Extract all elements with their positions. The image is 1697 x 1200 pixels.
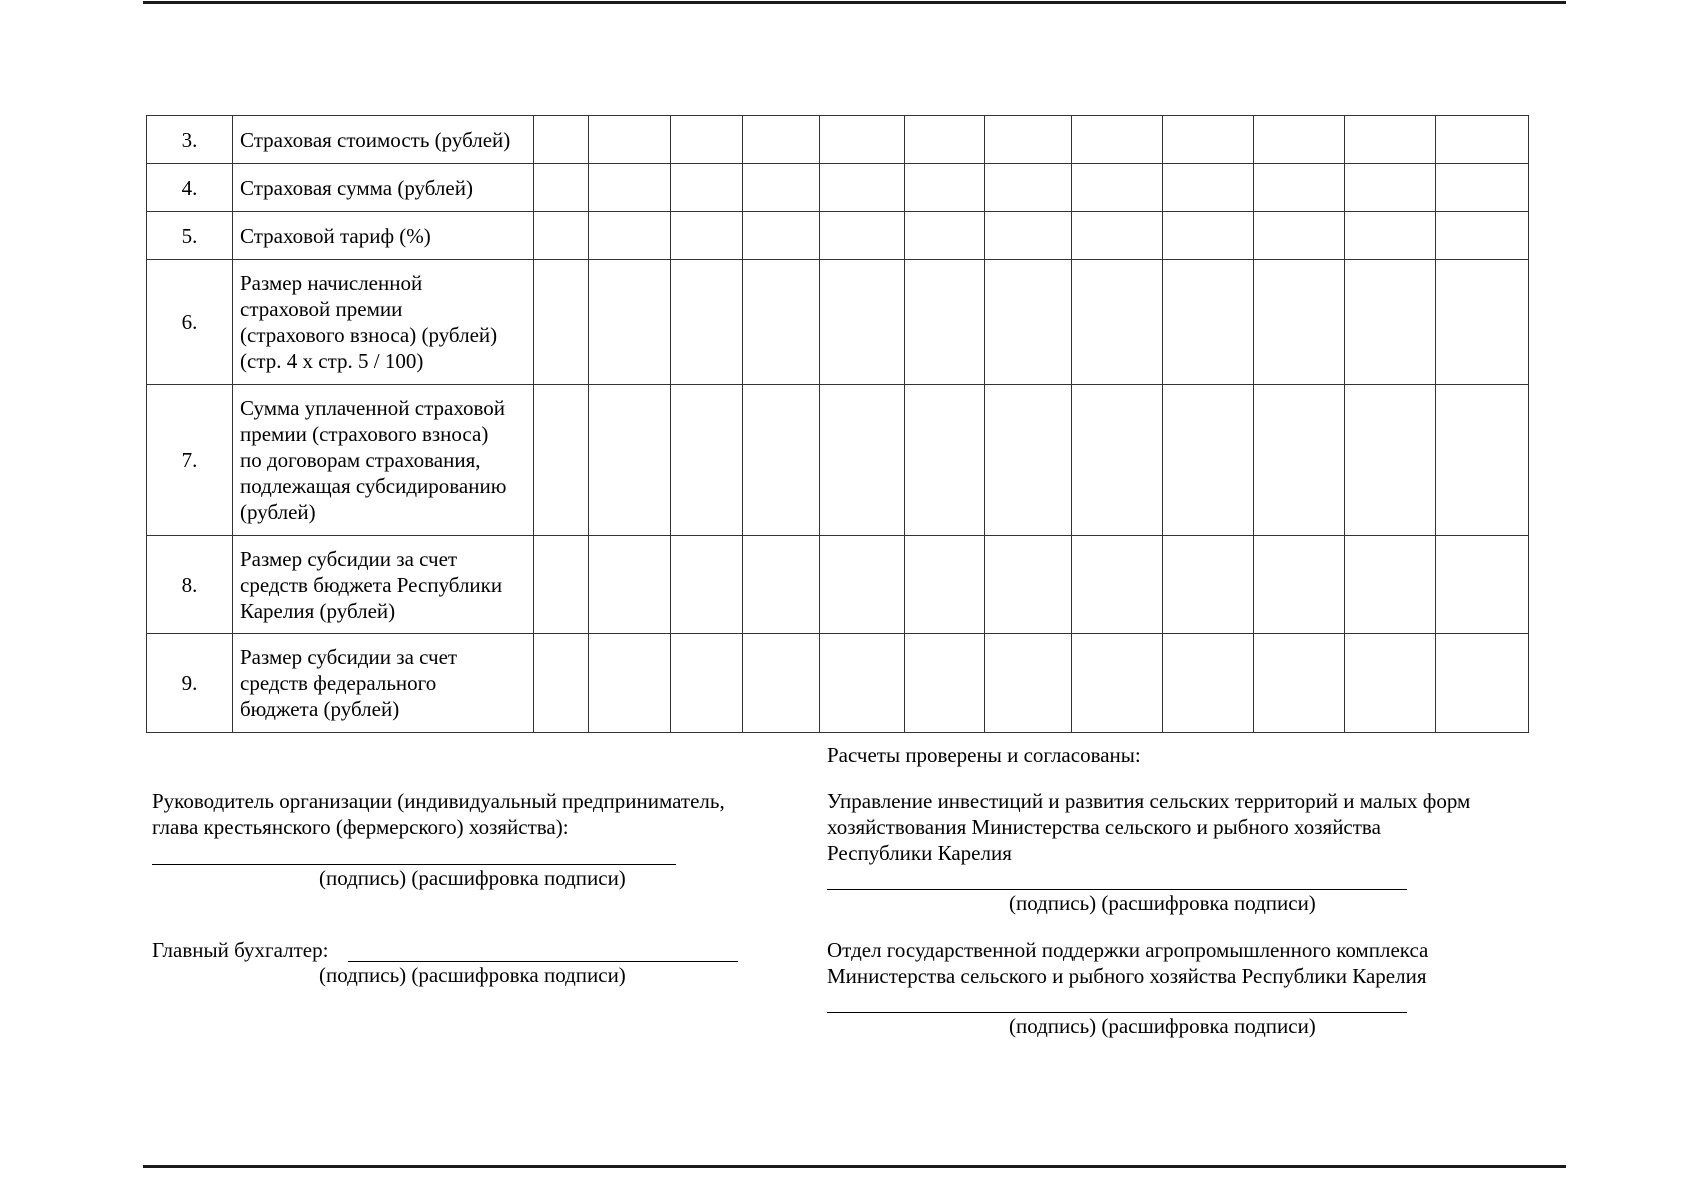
row-number: 7. (147, 385, 233, 536)
value-cell (820, 536, 905, 634)
value-cell (1254, 536, 1345, 634)
row-number: 9. (147, 634, 233, 733)
value-cell (1345, 116, 1436, 164)
value-cell (820, 385, 905, 536)
row-label: Размер субсидии за счет средств федерального бюджета (рублей) (240, 645, 458, 721)
value-cell (1163, 634, 1254, 733)
value-cell (1254, 212, 1345, 260)
value-cell (671, 536, 743, 634)
value-cell (1072, 212, 1163, 260)
row-label: Сумма уплаченной страховой премии (страхового взноса) по договорам страхования, подлежащая субсидированию (рублей) (240, 396, 507, 524)
value-cell (1436, 385, 1529, 536)
value-cell (534, 260, 589, 385)
value-cell (589, 634, 671, 733)
head-signature-caption: (подпись) (расшифровка подписи) (319, 866, 626, 890)
value-cell (1436, 164, 1529, 212)
row-number: 4. (147, 164, 233, 212)
value-cell (671, 164, 743, 212)
value-cell (1345, 385, 1436, 536)
value-cell (1345, 634, 1436, 733)
value-cell (985, 260, 1072, 385)
value-cell (985, 212, 1072, 260)
management-label: Управление инвестиций и развития сельских территорий и малых форм хозяйствования Министерства сельского и рыбного хозяйства Республики Карелия (827, 789, 1471, 865)
value-cell (905, 116, 985, 164)
value-cell (1072, 634, 1163, 733)
row-label-cell (233, 116, 534, 164)
value-cell (534, 212, 589, 260)
row-label-cell (233, 634, 534, 733)
value-cell (743, 634, 820, 733)
value-cell (1254, 260, 1345, 385)
verified-heading: Расчеты проверены и согласованы: (827, 743, 1141, 767)
value-cell (905, 536, 985, 634)
value-cell (671, 634, 743, 733)
value-cell (820, 116, 905, 164)
value-cell (1436, 536, 1529, 634)
value-cell (534, 536, 589, 634)
value-cell (743, 385, 820, 536)
value-cell (985, 116, 1072, 164)
department-label: Отдел государственной поддержки агропромышленного комплекса Министерства сельского и рыбного хозяйства Республики Карелия (827, 938, 1429, 988)
value-cell (671, 212, 743, 260)
table-row (147, 536, 1529, 634)
department-signature-caption: (подпись) (расшифровка подписи) (1009, 1014, 1316, 1038)
row-number: 3. (147, 116, 233, 164)
value-cell (671, 260, 743, 385)
value-cell (1436, 212, 1529, 260)
row-label: Страховая сумма (рублей) (240, 175, 473, 200)
value-cell (820, 164, 905, 212)
row-label-cell (233, 164, 534, 212)
value-cell (743, 260, 820, 385)
value-cell (985, 385, 1072, 536)
value-cell (534, 385, 589, 536)
value-cell (1436, 260, 1529, 385)
value-cell (1163, 116, 1254, 164)
table-row (147, 212, 1529, 260)
value-cell (589, 536, 671, 634)
insurance-calculation-table (146, 115, 1529, 733)
chief-accountant-label: Главный бухгалтер: (152, 938, 329, 962)
value-cell (589, 260, 671, 385)
value-cell (671, 385, 743, 536)
value-cell (743, 536, 820, 634)
row-number: 6. (147, 260, 233, 385)
row-number: 8. (147, 536, 233, 634)
value-cell (534, 164, 589, 212)
value-cell (905, 212, 985, 260)
row-label-cell (233, 212, 534, 260)
head-of-organization-label: Руководитель организации (индивидуальный предприниматель, глава крестьянского (фермерского) хозяйства): (152, 789, 725, 839)
table-row (147, 116, 1529, 164)
value-cell (1072, 260, 1163, 385)
row-label: Размер начисленной страховой премии (страхового взноса) (рублей) (стр. 4 x стр. 5 / 100) (240, 271, 498, 373)
value-cell (1254, 385, 1345, 536)
table-row (147, 260, 1529, 385)
table-row (147, 385, 1529, 536)
table-row (147, 164, 1529, 212)
value-cell (1163, 260, 1254, 385)
value-cell (1163, 536, 1254, 634)
value-cell (985, 634, 1072, 733)
value-cell (1072, 536, 1163, 634)
value-cell (1254, 116, 1345, 164)
top-rule (143, 1, 1566, 4)
value-cell (1072, 116, 1163, 164)
value-cell (743, 116, 820, 164)
value-cell (985, 536, 1072, 634)
value-cell (589, 385, 671, 536)
value-cell (820, 212, 905, 260)
value-cell (820, 260, 905, 385)
row-number: 5. (147, 212, 233, 260)
row-label-cell (233, 260, 534, 385)
value-cell (1436, 116, 1529, 164)
row-label: Страховая стоимость (рублей) (240, 127, 511, 152)
value-cell (534, 116, 589, 164)
row-label-cell (233, 536, 534, 634)
value-cell (1072, 385, 1163, 536)
value-cell (589, 116, 671, 164)
table-row (147, 634, 1529, 733)
value-cell (1436, 634, 1529, 733)
value-cell (905, 634, 985, 733)
value-cell (1072, 164, 1163, 212)
value-cell (905, 164, 985, 212)
value-cell (1345, 536, 1436, 634)
row-label-cell (233, 385, 534, 536)
value-cell (743, 164, 820, 212)
value-cell (1254, 634, 1345, 733)
value-cell (905, 385, 985, 536)
value-cell (1254, 164, 1345, 212)
value-cell (589, 164, 671, 212)
row-label: Страховой тариф (%) (240, 223, 431, 248)
value-cell (1163, 385, 1254, 536)
value-cell (985, 164, 1072, 212)
value-cell (1163, 212, 1254, 260)
bottom-rule (143, 1165, 1566, 1168)
value-cell (743, 212, 820, 260)
value-cell (905, 260, 985, 385)
row-label: Размер субсидии за счет средств бюджета Республики Карелия (рублей) (240, 546, 503, 623)
value-cell (589, 212, 671, 260)
value-cell (1345, 260, 1436, 385)
value-cell (820, 634, 905, 733)
value-cell (534, 634, 589, 733)
management-signature-caption: (подпись) (расшифровка подписи) (1009, 891, 1316, 915)
accountant-signature-caption: (подпись) (расшифровка подписи) (319, 963, 626, 987)
value-cell (1163, 164, 1254, 212)
value-cell (1345, 212, 1436, 260)
value-cell (671, 116, 743, 164)
value-cell (1345, 164, 1436, 212)
